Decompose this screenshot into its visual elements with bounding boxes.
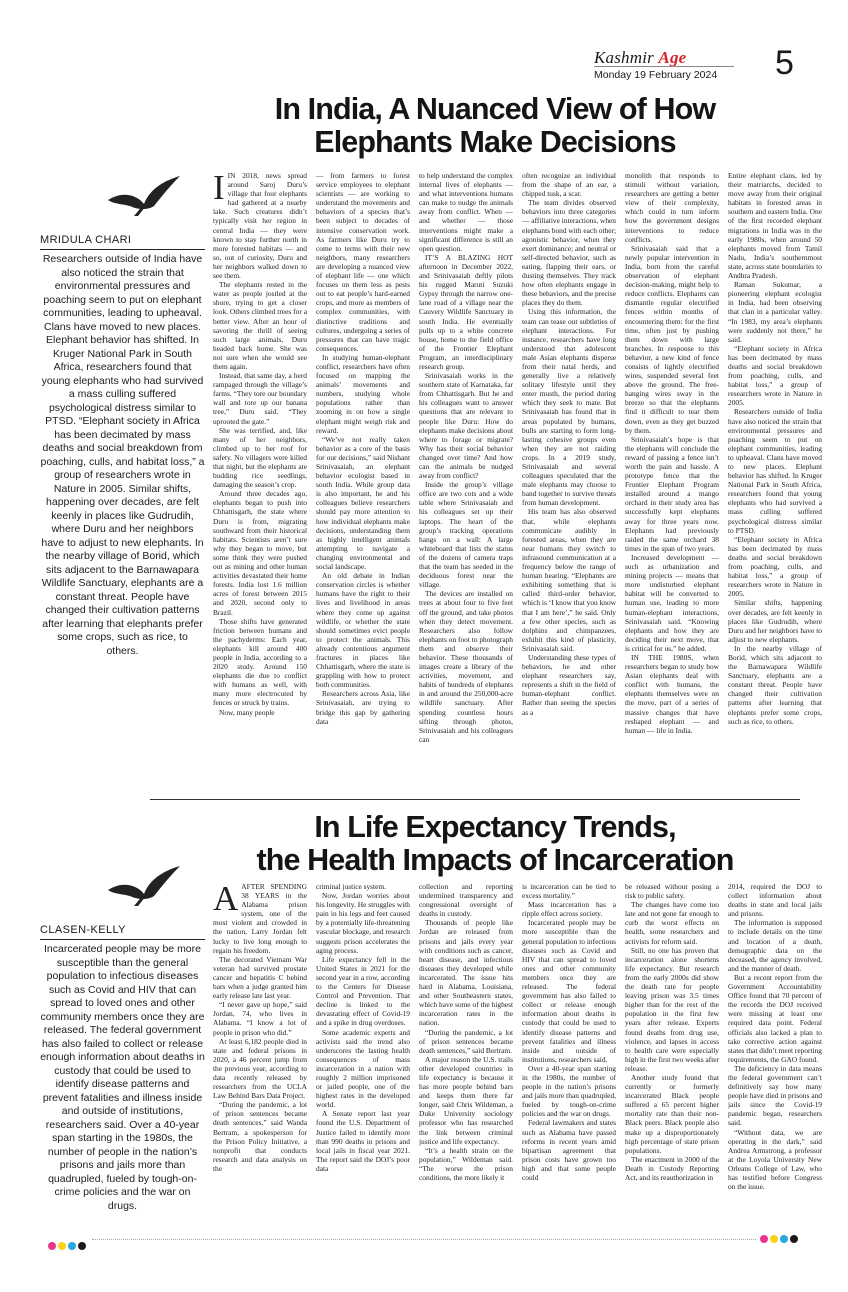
- dateline: Monday 19 February 2024: [594, 69, 718, 81]
- paragraph: Incarcerated people may be more susceptible than the general population to infectious diseases such as Covid and HIV that can spread to loved ones and other community members once they are released. The federal government has also failed to collect or release enough information about deaths in custody that could be used to identify disease patterns and prevent fatalities and illness inside and outside of institutions, researchers said.: [522, 918, 616, 1064]
- paragraph: Inside the group’s village office are two cots and a wide table where Srinivasaiah and his colleagues set up their laptops. The heart of the group’s tracking operations hangs on a wall: A large whiteboard that lists the status of the dozens of camera traps that the team has seeded in the deciduous forest near the village.: [419, 480, 513, 590]
- paragraph: [213, 882, 307, 955]
- paragraph: 2014, required the DOJ to collect information about deaths in state and local jails and prisons.: [728, 882, 822, 919]
- color-dot: [58, 1242, 66, 1250]
- paragraph: The deficiency in data means the federal government can’t definitively say how many people have died in prisons and jails since the Covid-19 pandemic began, researchers said.: [728, 1063, 822, 1128]
- color-dot: [68, 1242, 76, 1250]
- paragraph: Srinivasaiah’s hope is that the elephants will conclude the reward of passing a fence isn’t worth the pain and hassle. A prototype fence that the Frontier Elephant Program installed around a mango orchard in their study area has successfully kept elephants away for three years now. Elephants had previously raided the same orchard 38 times in the span of two years.: [625, 434, 719, 553]
- color-dot: [760, 1235, 768, 1243]
- paragraph: “Elephant society in Africa has been decimated by mass deaths and social breakdown from poaching, culls, and habitat loss,” a group of researchers wrote in Nature in 2005.: [728, 534, 822, 599]
- paragraph: to help understand the complex internal lives of elephants — and what interventions humans can make to nudge the animals away from conflict. When — and whether — those interventions might make a significant difference is still an open question.: [419, 171, 513, 253]
- color-dot: [48, 1242, 56, 1250]
- paragraph: “During the pandemic, a lot of prison sentences became death sentences,” said Bertram.: [419, 1027, 513, 1055]
- paragraph: “During the pandemic, a lot of prison sentences became death sentences,” said Wanda Bertram, a spokesperson for the Prison Policy Initiative, a nonprofit that conducts research and data analysis on the: [213, 1100, 307, 1173]
- paragraph: Instead, that same day, a herd rampaged through the village’s farms. “They tore our boundary wall and tore up our banana tree,” Duru said. “They uprooted the gate.”: [213, 371, 307, 426]
- paragraph: His team has also observed that, while elephants communicate audibly in forested areas, when they are near humans they switch to infrasound communication at a frequency below the range of human hearing. “Elephants are exhibiting something that is called third-order behavior, which is ‘I know that you know that I am here’,” he said. Only a few other species, such as dolphins and chimpanzees, exhibit this kind of plasticity, Srinivasaiah said.: [522, 507, 616, 653]
- article2-column: [316, 882, 410, 1222]
- paragraph: is incarceration can be tied to excess mortality.”: [522, 882, 616, 901]
- paragraph: The devices are installed on trees at about four to five feet off the ground, and take photos when they detect movement. Researchers also follow elephants on foot to photograph them and observe their behavior. These thousands of images create a library of the activities, movement, and habits of hundreds of elephants in and around the 250,000-acre wildlife sanctuary. After spending countless hours sifting through photos, Srinivasaiah and his colleagues can: [419, 589, 513, 744]
- paragraph: Raman Sukumar, a pioneering elephant ecologist in India, had been observing that clan in a particular valley. “In 1983, my area’s elephants were suddenly not there,” he said.: [728, 280, 822, 344]
- paragraph: At least 6,182 people died in state and federal prisons in 2020, a 46 percent jump from the previous year, according to data recently released by researchers from the UCLA Law Behind Bars Data Project.: [213, 1036, 307, 1101]
- paragraph: Another study found that currently or formerly incarcerated Black people suffered a 65 percent higher mortality rate than their non-Black peers. Black people also make up a disproportionately high percentage of state prison populations.: [625, 1072, 719, 1155]
- paragraph: Now, many people: [219, 707, 275, 717]
- masthead: [585, 48, 785, 84]
- paragraph: “Without data, we are operating in the dark,” said Andrea Armstrong, a professor at the Loyola University New Orleans College of Law, who has testified before Congress on the issue.: [728, 1127, 822, 1192]
- section-divider: [150, 799, 800, 800]
- paragraph: “It’s a health strain on the population,” Wildeman said. “The worse the prison conditions, the more likely it: [419, 1145, 513, 1182]
- paragraph: The information is supposed to include details on the time and location of a death, demographic data on the deceased, the agency involved, and the manner of death.: [728, 918, 822, 973]
- paragraph: “We’ve not really taken behavior as a core of the basis for our decisions,” said Nishant Srinivasaiah, an elephant behavior ecologist based in south India. While group data is also important, he and his colleagues believe researchers should pay more attention to how individual elephants make decisions, understanding them as highly intelligent animals attempting to navigate a changing environmental and social landscape.: [316, 434, 410, 572]
- article1-column: [419, 171, 513, 791]
- paragraph: Using this information, the team can tease out subtleties of elephant interactions. For instance, researchers have long understood that adolescent male Asian elephants disperse from their natal herds, and generally live a relatively solitary lifestyle until they enter musth, the period during which they seek to mate. But Srinivasaiah has found that in areas populated by humans, bulls are starting to form long-lasting cohesive groups even when they are not raiding crops. In a 2019 study, Srinivasaiah and several colleagues speculated that the male elephants may choose to band together to survive threats from human development.: [522, 307, 616, 508]
- pullquote: Incarcerated people may be more susceptible than the general population to infectious diseases such as Covid and HIV that can spread to loved ones and other community members once they are released. The federal government has also failed to collect or release enough information about deaths in custody that could be used to identify disease patterns and prevent fatalities and illness inside and outside of institutions, researchers said. Over a 40-year span starting in the 1980s, the number of people in the nation’s prisons and jails more than quadrupled, fueled by tough-on-crime policies and the war on drugs.: [40, 943, 205, 1212]
- paragraph: Some academic experts and activists said the trend also underscores the lasting health consequences of mass incarceration in a nation with roughly 2 million imprisoned or jailed people, one of the highest rates in the developed world.: [316, 1027, 410, 1110]
- headline-line: Elephants Make Decisions: [314, 125, 676, 159]
- paragraph: often recognize an individual from the shape of an ear, a chipped tusk, a scar.: [522, 171, 616, 199]
- article1-column: [728, 171, 822, 791]
- paragraph: Mass incarceration has a ripple effect across society.: [522, 900, 616, 919]
- footer-color-bar: [48, 1235, 800, 1243]
- article2-headline: [150, 811, 840, 877]
- bird-pen-icon: [104, 170, 184, 218]
- headline-line: the Health Impacts of Incarceration: [256, 843, 734, 877]
- paragraph: Federal lawmakers and states such as Alabama have passed reforms in recent years amid bipartisan agreement that prison costs have grown too high and that some people could: [522, 1118, 616, 1182]
- paragraph: Life expectancy fell in the United States in 2021 for the second year in a row, according to the Centers for Disease Control and Prevention. That decline is linked to the devastating effect of Covid-19 and a spike in drug overdoses.: [316, 954, 410, 1028]
- paragraph: IT’S A BLAZING HOT afternoon in December 2022, and Srinivasaiah deftly pilots his rugged Maruti Suzuki Gypsy through the narrow one-lane road of a village near the Cauvery Wildlife Sanctuary in south India. He eventually pulls up to a white concrete house, home to the field office of the Frontier Elephant Program, an interdisciplinary research group.: [419, 252, 513, 371]
- paragraph: The changes have come too late and not gone far enough to curb the worst effects on health, some researchers and activists for reform said.: [625, 900, 719, 946]
- paragraph: criminal justice system.: [316, 882, 386, 891]
- paragraph: A Senate report last year found the U.S. Department of Justice failed to identify more than 990 deaths in prisons and local jails in fiscal year 2021. The report said the DOJ’s poor data: [316, 1109, 410, 1173]
- article1-headline: [150, 93, 840, 159]
- article2-column: [728, 882, 822, 1222]
- article1-column: [625, 171, 719, 791]
- paragraph: In studying human-elephant conflict, researchers have often focused on mapping the animals’ movements and numbers, studying whole populations rather than zooming in on how a single elephant might weigh risk and reward.: [316, 352, 410, 435]
- paragraph: monolith that responds to stimuli without variation, researchers are getting a better view of their complexity, which could in turn inform how the government designs interventions to reduce conflicts.: [625, 171, 719, 244]
- paragraph: An old debate in Indian conservation circles is whether humans have the right to their lives and livelihood in areas where they come up against wildlife, or whether the state should sometimes evict people to protect the animals. This already contentious argument fractures in places like Chhattisgarh, where the state is grappling with how to protect both communities.: [316, 571, 410, 690]
- paragraph: [213, 171, 307, 280]
- article2-sidebar: [40, 860, 205, 1220]
- paragraph: Thousands of people like Jordan are released from prisons and jails every year with conditions such as cancer, heart disease, and infectious diseases they developed while incarcerated. The issue hits hard in Alabama, Louisiana, and other Southeastern states, which have some of the highest incarceration rates in the nation.: [419, 918, 513, 1028]
- paragraph: collection and reporting undermined transparency and congressional oversight of deaths in custody.: [419, 882, 513, 919]
- dotted-rule: [92, 1239, 756, 1240]
- paragraph: Entire elephant clans, led by their matriarchs, decided to move away from their original habitats in forested areas in southern and eastern India. One of the first recorded elephant migrations in India was in the early 1980s, when around 50 elephants moved from Tamil Nadu, India’s southernmost state, across state boundaries to Andhra Pradesh.: [728, 171, 822, 281]
- page-number: 5: [775, 44, 794, 82]
- paragraph: Researchers across Asia, like Srinivasaiah, are trying to bridge this gap by gathering data: [316, 689, 410, 726]
- paragraph: Increased development — such as urbanization and mining projects — means that more undisturbed elephant habitat will be converted to human use, leading to more human-elephant interactions, Srinivasaiah said. “Knowing elephants and how they are deciding their next move, that is critical for us,” he added.: [625, 552, 719, 653]
- color-dot: [790, 1235, 798, 1243]
- drop-cap: A: [213, 882, 239, 918]
- bird-pen-icon: [104, 860, 184, 908]
- byline: MRIDULA CHARI: [40, 234, 205, 250]
- headline-line: In Life Expectancy Trends,: [314, 810, 676, 844]
- paragraph: Over a 40-year span starting in the 1980s, the number of people in the nation’s prisons and jails more than quadrupled, fueled by tough-on-crime policies and the war on drugs.: [522, 1063, 616, 1119]
- paragraph: be released without posing a risk to public safety.: [625, 882, 719, 901]
- paragraph: Researchers outside of India have also noticed the strain that environmental pressures and poaching seem to put on elephant communities, leading to upheaval. Clans have moved to new places. Elephant behavior has shifted. In Kruger National Park in South Africa, researchers found that young elephants who had survived a mass culling suffered psychological distress similar to PTSD.: [728, 407, 822, 535]
- article2-column: [213, 882, 307, 1222]
- article2-column: [522, 882, 616, 1222]
- paragraph: Those shifts have generated friction between humans and the pachyderms: Each year, elephants kill around 400 people in India, according to a 2020 study. Around 150 elephants die due to conflict with humans as well, with many more electrocuted by fences or struck by trains.: [213, 616, 307, 708]
- paragraph: Srinivasaiah works in the southern state of Karnataka, far from Chhattisgarh. But he and his colleagues want to answer questions that are relevant to people like Duru: How do elephants make decisions about where to forage or migrate? Why has their social behavior changed over time? And how can the animals be nudged away from conflict?: [419, 371, 513, 481]
- paragraph: But a recent report from the Government Accountability Office found that 70 percent of the records the DOJ received were missing at least one required data point. Federal officials also lacked a plan to take corrective action against states that didn’t meet reporting requirements, the GAO found.: [728, 972, 822, 1064]
- brand-logo: [594, 48, 686, 68]
- paragraph-text: AFTER SPENDING 38 YEARS in the Alabama prison system, one of the most violent and crowded in the nation, Larry Jordan felt lucky to live long enough to regain his freedom.: [213, 882, 307, 955]
- brand-name: Kashmir: [594, 48, 659, 67]
- byline: CLASEN-KELLY: [40, 924, 205, 940]
- article2-column: [419, 882, 513, 1222]
- paragraph: “I never gave up hope,” said Jordan, 74, who lives in Alabama. “I know a lot of people in prison who did.”: [213, 1000, 307, 1037]
- pullquote: Researchers outside of India have also noticed the strain that environmental pressures and poaching seem to put on elephant communities, leading to upheaval. Clans have moved to new places. Elephant behavior has shifted. In Kruger National Park in South Africa, researchers found that young elephants who had survived a mass culling suffered psychological distress similar to PTSD. “Elephant society in Africa has been decimated by mass deaths and social breakdown from poaching, culls, and habitat loss,” a group of researchers wrote in Nature in 2005. Similar shifts, happening over decades, are felt keenly in places like Gudrudih, where Duru and her neighbors have to adjust to new elephants. In the nearby village of Borid, which sits adjacent to the Barnawapara Wildlife Sanctuary, elephants are a constant threat. People have changed their cultivation patterns after learning that elephants prefer some crops, such as rice, to others.: [40, 253, 205, 657]
- brand-name-accent: Age: [658, 48, 687, 67]
- paragraph-text: IN 2018, news spread around Saroj Duru’s village that four elephants had gathered at a nearby lake. Such creatures didn’t typically visit her region in central India — they were known to stay further north in more forested habitats — and so, out of curiosity, Duru and her neighbors walked down to see them.: [213, 171, 307, 281]
- article2-column: [625, 882, 719, 1222]
- brand-rule: [594, 66, 734, 67]
- paragraph: Around three decades ago, elephants began to push into Chhattisgarh, the state where Duru is from, migrating southward from their historical habitats. Scientists aren’t sure why they began to move, but some think they were pushed out as mining and other human activities devastated their home forests. India lost 1.6 million acres of forest between 2015 and 2020, second only to Brazil.: [213, 489, 307, 617]
- paragraph: Srinivasaiah said that a newly popular intervention in India, born from the careful observation of elephant decision-making, might help to reduce conflicts. Elephants can dismantle regular electrified fences within months of encountering them: for the first time, often just by pushing them down with large branches. In response to this behavior, a new kind of fence consists of lightly electrified wires, suspended several feet above the ground. The free-hanging wires sway in the breeze so that the elephants find it difficult to tear them down, even as they get buzzed by them.: [625, 243, 719, 435]
- article1-sidebar: [40, 170, 205, 790]
- paragraph: The elephants rested in the water as people jostled at the shore, trying to get a closer look. Others climbed trees for a better view. After an hour of savoring the thrill of seeing such large animals, Duru headed back home. She was not sure when she would see them again.: [213, 280, 307, 371]
- article1-column: [213, 171, 307, 791]
- paragraph: The decorated Vietnam War veteran had survived prostate cancer and hepatitis C behind bars when a judge granted him early release late last year.: [213, 954, 307, 1001]
- article1-column: [316, 171, 410, 791]
- drop-cap: I: [213, 171, 225, 207]
- paragraph: The team divides observed behaviors into three categories — affiliative interactions, when elephants bond with each other; agonistic behavior, when they exert dominance; and neutral or self-directed behavior, such as eating, flapping their ears, or dusting themselves. They track how often elephants engage in these behaviors, and the precise places they do them.: [522, 198, 616, 308]
- paragraph: She was terrified, and, like many of her neighbors, climbed up to her roof for safety. No villagers were killed that night, but the elephants ate budding rice seedlings, damaging the season’s crop.: [213, 425, 307, 490]
- color-dot: [78, 1242, 86, 1250]
- headline-line: In India, A Nuanced View of How: [274, 92, 716, 126]
- paragraph: The enactment in 2000 of the Death in Custody Reporting Act, and its reauthorization in: [625, 1154, 719, 1182]
- paragraph: Similar shifts, happening over decades, are felt keenly in places like Gudrudih, where Duru and her neighbors have to adjust to new elephants.: [728, 598, 822, 644]
- color-dot: [770, 1235, 778, 1243]
- paragraph: Still, no one has proven that incarceration alone shortens life expectancy. But research from the early 2000s did show the death rate for people leaving prison was 3.5 times higher than for the rest of the population in the first few years after release. Experts found deaths from drug use, violence, and lapses in access to health care were especially high in the first two weeks after release.: [625, 945, 719, 1073]
- paragraph: — from farmers to forest service employees to elephant scientists — are working to understand the movements and behaviors of a species that’s been subject to decades of intensive conservation work. As farmers like Duru try to come to terms with their new neighbors, many researchers are developing a nuanced view of elephant life — one which focuses on them less as pests out to eat people’s hard-earned crops, and more as members of complex communities, with distinctive traditions and cultures, undergoing a series of pressures that can have tragic consequences.: [316, 171, 410, 353]
- color-dot: [780, 1235, 788, 1243]
- paragraph: In the nearby village of Borid, which sits adjacent to the Barnawapara Wildlife Sanctuary, elephants are a constant threat. People have changed their cultivation patterns after learning that elephants prefer some crops, such as rice, to others.: [728, 643, 822, 726]
- paragraph: IN THE 1980S, when researchers began to study how Asian elephants deal with conflict with humans, the elephants themselves were on the move, part of a series of massive changes that have reshaped elephant — and human — life in India.: [625, 652, 719, 735]
- paragraph: Now, Jordan worries about his longevity. He struggles with pain in his legs and feet caused by a potentially life-threatening vascular blockage, and research suggests prison accelerates the aging process.: [316, 891, 410, 955]
- article1-column: [522, 171, 616, 791]
- paragraph: A major reason the U.S. trails other developed countries in life expectancy is because it has more people behind bars and keeps them there far longer, said Chris Wildeman, a Duke University sociology professor who has researched the link between criminal justice and life expectancy.: [419, 1054, 513, 1146]
- paragraph: Understanding these types of behaviors, he and other elephant researchers say, represents a shift in the field of human-elephant conflict. Rather than seeing the species as a: [522, 652, 616, 717]
- paragraph: “Elephant society in Africa has been decimated by mass deaths and social breakdown from poaching, culls, and habitat loss,” a group of researchers wrote in Nature in 2005.: [728, 343, 822, 408]
